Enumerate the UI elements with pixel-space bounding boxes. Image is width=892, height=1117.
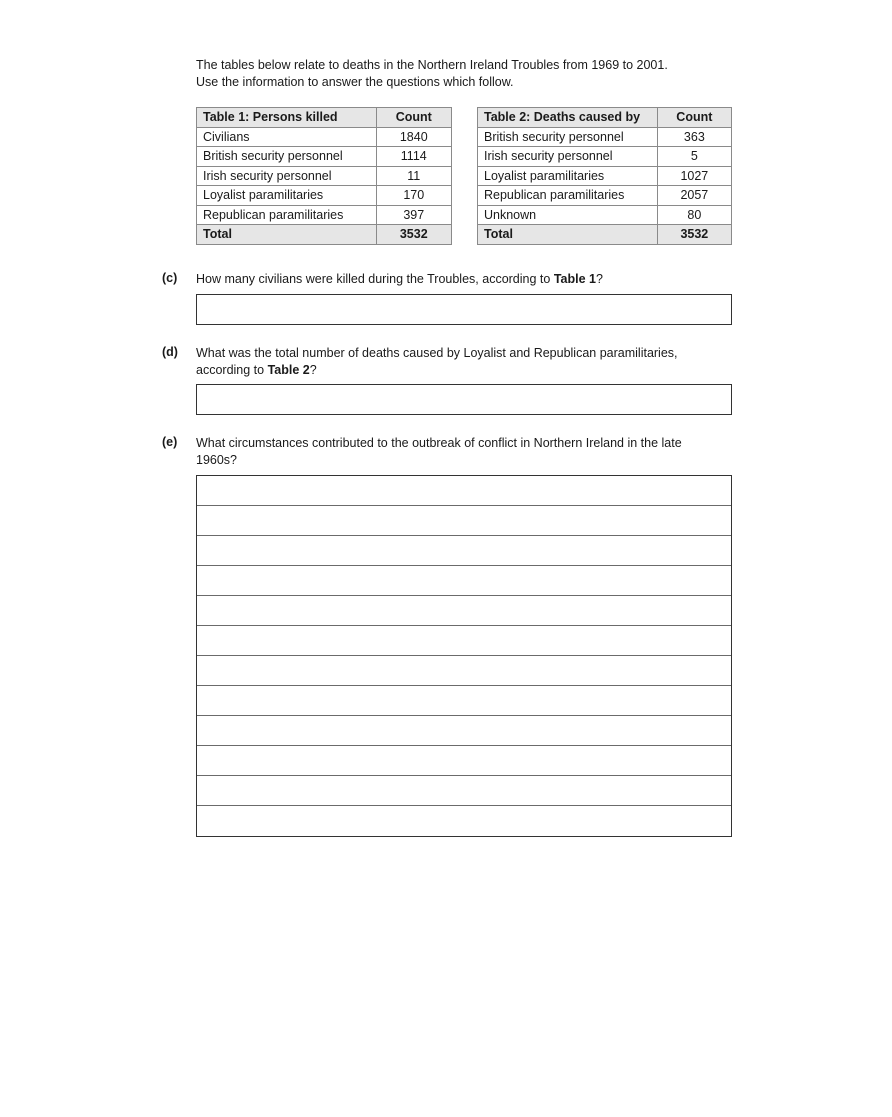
table-cell-count: 1114 bbox=[376, 147, 452, 167]
table-row bbox=[197, 127, 452, 147]
table-total-row bbox=[197, 225, 452, 245]
table-row bbox=[478, 147, 732, 167]
table-cell-category: Unknown bbox=[478, 205, 658, 225]
answer-box-c[interactable] bbox=[196, 294, 732, 325]
table-row bbox=[478, 127, 732, 147]
answer-line[interactable] bbox=[197, 476, 731, 506]
table-cell-category: Irish security personnel bbox=[478, 147, 658, 167]
table-total-row bbox=[478, 225, 732, 245]
question-c-label: (c) bbox=[162, 271, 178, 285]
intro-text bbox=[196, 57, 668, 91]
answer-line[interactable] bbox=[197, 566, 731, 596]
table-header-category: Table 1: Persons killed bbox=[197, 108, 377, 128]
table-row bbox=[478, 186, 732, 206]
table-header-count: Count bbox=[376, 108, 452, 128]
table-deaths-caused-by bbox=[477, 107, 732, 245]
question-e-line-1: What circumstances contributed to the outbreak of conflict in Northern Ireland in the late bbox=[196, 436, 682, 450]
table-cell-category: Republican paramilitaries bbox=[197, 205, 377, 225]
question-c-text-end: ? bbox=[595, 272, 603, 286]
answer-line[interactable] bbox=[197, 506, 731, 536]
question-d-line-1: What was the total number of deaths caused by Loyalist and Republican paramilitaries, bbox=[196, 346, 678, 360]
answer-line[interactable] bbox=[197, 806, 731, 836]
table-cell-category: Loyalist paramilitaries bbox=[197, 186, 377, 206]
table-cell-category: Loyalist paramilitaries bbox=[478, 166, 658, 186]
table-header-row bbox=[478, 108, 732, 128]
table-cell-count: 11 bbox=[376, 166, 452, 186]
table-row bbox=[197, 166, 452, 186]
answer-line[interactable] bbox=[197, 686, 731, 716]
table-header-category: Table 2: Deaths caused by bbox=[478, 108, 658, 128]
table-row bbox=[197, 147, 452, 167]
answer-line[interactable] bbox=[197, 776, 731, 806]
table-cell-count: 1840 bbox=[376, 127, 452, 147]
question-d-label: (d) bbox=[162, 345, 178, 359]
answer-line[interactable] bbox=[197, 716, 731, 746]
answer-line[interactable] bbox=[197, 746, 731, 776]
table-header-row bbox=[197, 108, 452, 128]
intro-line-2: Use the information to answer the questions which follow. bbox=[196, 75, 514, 89]
question-c-table-ref: Table 1 bbox=[553, 272, 596, 286]
answer-box-e[interactable] bbox=[196, 475, 732, 837]
answer-line[interactable] bbox=[197, 656, 731, 686]
answer-line[interactable] bbox=[197, 536, 731, 566]
answer-line[interactable] bbox=[197, 596, 731, 626]
question-e-text bbox=[196, 435, 736, 469]
table-cell-count: 2057 bbox=[657, 186, 731, 206]
table-row bbox=[197, 186, 452, 206]
question-d-text-start: according to bbox=[196, 363, 268, 377]
table-cell-count: 1027 bbox=[657, 166, 731, 186]
table-cell-count: 5 bbox=[657, 147, 731, 167]
intro-line-1: The tables below relate to deaths in the Northern Ireland Troubles from 1969 to 2001. bbox=[196, 58, 668, 72]
table-row bbox=[197, 205, 452, 225]
question-e-label: (e) bbox=[162, 435, 178, 449]
table-total-count: 3532 bbox=[657, 225, 731, 245]
answer-line[interactable] bbox=[197, 626, 731, 656]
table-row bbox=[478, 205, 732, 225]
table-cell-count: 80 bbox=[657, 205, 731, 225]
table-row bbox=[478, 166, 732, 186]
table-persons-killed bbox=[196, 107, 452, 245]
question-d-text-end: ? bbox=[309, 363, 317, 377]
question-d-table-ref: Table 2 bbox=[267, 363, 310, 377]
table-cell-category: British security personnel bbox=[197, 147, 377, 167]
table-cell-count: 170 bbox=[376, 186, 452, 206]
table-cell-category: Irish security personnel bbox=[197, 166, 377, 186]
table-cell-category: British security personnel bbox=[478, 127, 658, 147]
table-cell-count: 397 bbox=[376, 205, 452, 225]
question-c-text-start: How many civilians were killed during the Troubles, according to bbox=[196, 272, 554, 286]
table-total-label: Total bbox=[478, 225, 658, 245]
table-cell-count: 363 bbox=[657, 127, 731, 147]
table-cell-category: Civilians bbox=[197, 127, 377, 147]
question-d-text bbox=[196, 345, 736, 379]
table-header-count: Count bbox=[657, 108, 731, 128]
table-cell-category: Republican paramilitaries bbox=[478, 186, 658, 206]
question-e-line-2: 1960s? bbox=[196, 453, 238, 467]
table-total-label: Total bbox=[197, 225, 377, 245]
question-c-text bbox=[196, 271, 736, 288]
table-total-count: 3532 bbox=[376, 225, 452, 245]
question-d-line-2 bbox=[196, 362, 736, 379]
answer-box-d[interactable] bbox=[196, 384, 732, 415]
